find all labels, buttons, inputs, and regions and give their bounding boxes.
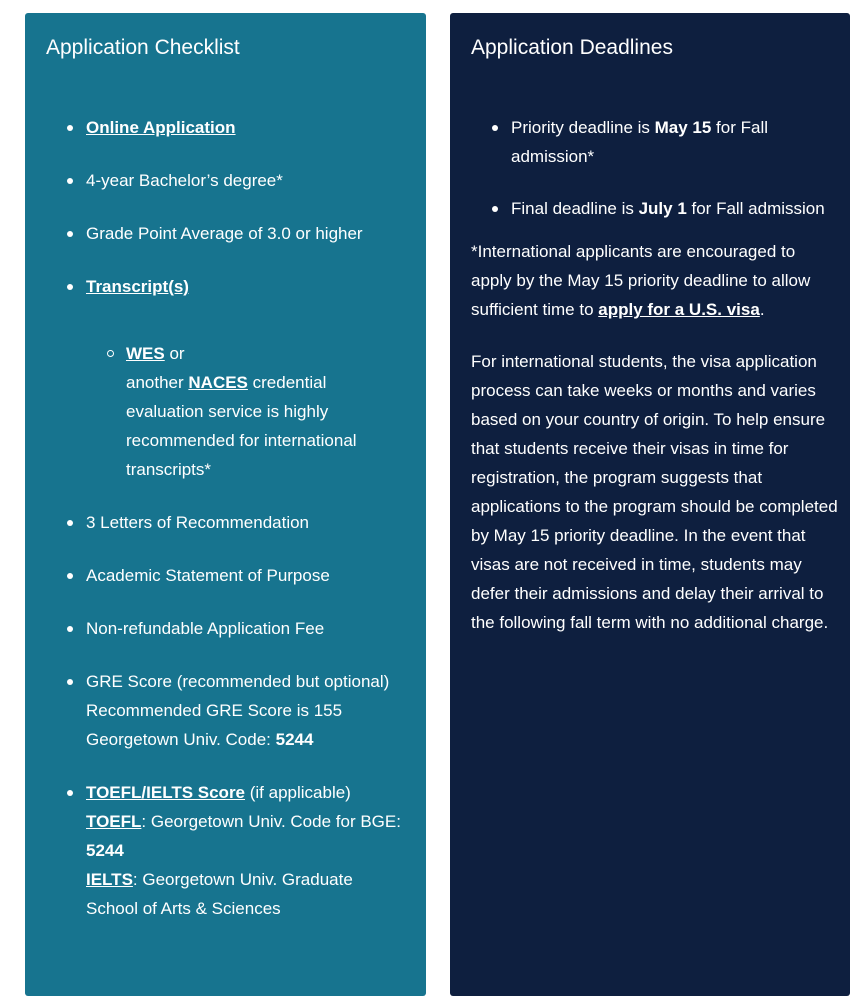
ielts-text: : Georgetown Univ. Graduate School of Arts & Sciences	[86, 870, 353, 918]
statement-text: Academic Statement of Purpose	[86, 566, 330, 585]
deadlines-title: Application Deadlines	[471, 36, 673, 59]
list-item	[86, 508, 406, 537]
list-item	[126, 339, 406, 484]
toefl-ielts-link[interactable]: TOEFL/IELTS Score	[86, 783, 246, 802]
list-item	[86, 272, 406, 484]
visa-link[interactable]: apply for a U.S. visa	[598, 300, 760, 319]
list-item	[86, 614, 406, 643]
ielts-link[interactable]: IELTS	[86, 870, 133, 889]
online-application-link[interactable]: Online Application	[86, 118, 236, 137]
letters-text: 3 Letters of Recommendation	[86, 513, 310, 532]
priority-post-text: for Fall admission*	[511, 118, 769, 166]
gre-code-label: Georgetown Univ. Code:	[86, 730, 276, 749]
transcripts-link[interactable]: Transcript(s)	[86, 277, 189, 296]
international-note	[471, 237, 838, 324]
gre-code: 5244	[275, 730, 314, 749]
transcripts-sublist	[86, 339, 406, 484]
wes-or-text: or	[164, 344, 185, 363]
checklist-title: Application Checklist	[46, 36, 240, 59]
final-date: July 1	[638, 199, 687, 218]
naces-link[interactable]: NACES	[188, 373, 248, 392]
gpa-text: Grade Point Average of 3.0 or higher	[86, 224, 363, 243]
list-item	[86, 561, 406, 590]
final-pre-text: Final deadline is	[511, 199, 639, 218]
application-checklist-panel	[25, 13, 426, 996]
naces-text: credential evaluation service is highly recommended for international transcripts*	[126, 373, 357, 479]
list-item	[86, 219, 406, 248]
checklist-list	[46, 113, 406, 923]
note-text: *International applicants are encouraged to apply by the May 15 priority deadline to allow sufficient time to	[471, 242, 811, 319]
toefl-code: 5244	[86, 841, 124, 860]
list-item	[86, 166, 406, 195]
toefl-text: : Georgetown Univ. Code for BGE:	[141, 812, 401, 831]
priority-date: May 15	[654, 118, 712, 137]
list-item	[511, 113, 838, 171]
toefl-link[interactable]: TOEFL	[86, 812, 142, 831]
visa-info-paragraph: For international students, the visa application process can take weeks or months and varies based on your country of origin. To help ensure that students receive their visas in time for registration, the program suggests that applications to the program should be completed by May 15 priority deadline. In the event that visas are not received in time, students may defer their admissions and delay their arrival to the following fall term with no additional charge.	[471, 352, 838, 632]
priority-pre-text: Priority deadline is	[511, 118, 655, 137]
final-post-text: for Fall admission	[686, 199, 825, 218]
toefl-ielts-text: (if applicable)	[245, 783, 351, 802]
list-item	[86, 113, 406, 142]
fee-text: Non-refundable Application Fee	[86, 619, 325, 638]
wes-link[interactable]: WES	[126, 344, 165, 363]
note-end: .	[759, 300, 765, 319]
list-item	[86, 778, 406, 923]
list-item	[511, 194, 838, 223]
deadlines-list	[471, 113, 838, 223]
list-item	[86, 667, 406, 754]
another-text: another	[126, 373, 189, 392]
application-deadlines-panel	[450, 13, 850, 996]
gre-recommended-text: Recommended GRE Score is 155	[86, 701, 343, 720]
bachelors-text: 4-year Bachelor’s degree*	[86, 171, 283, 190]
gre-text: GRE Score (recommended but optional)	[86, 672, 390, 691]
